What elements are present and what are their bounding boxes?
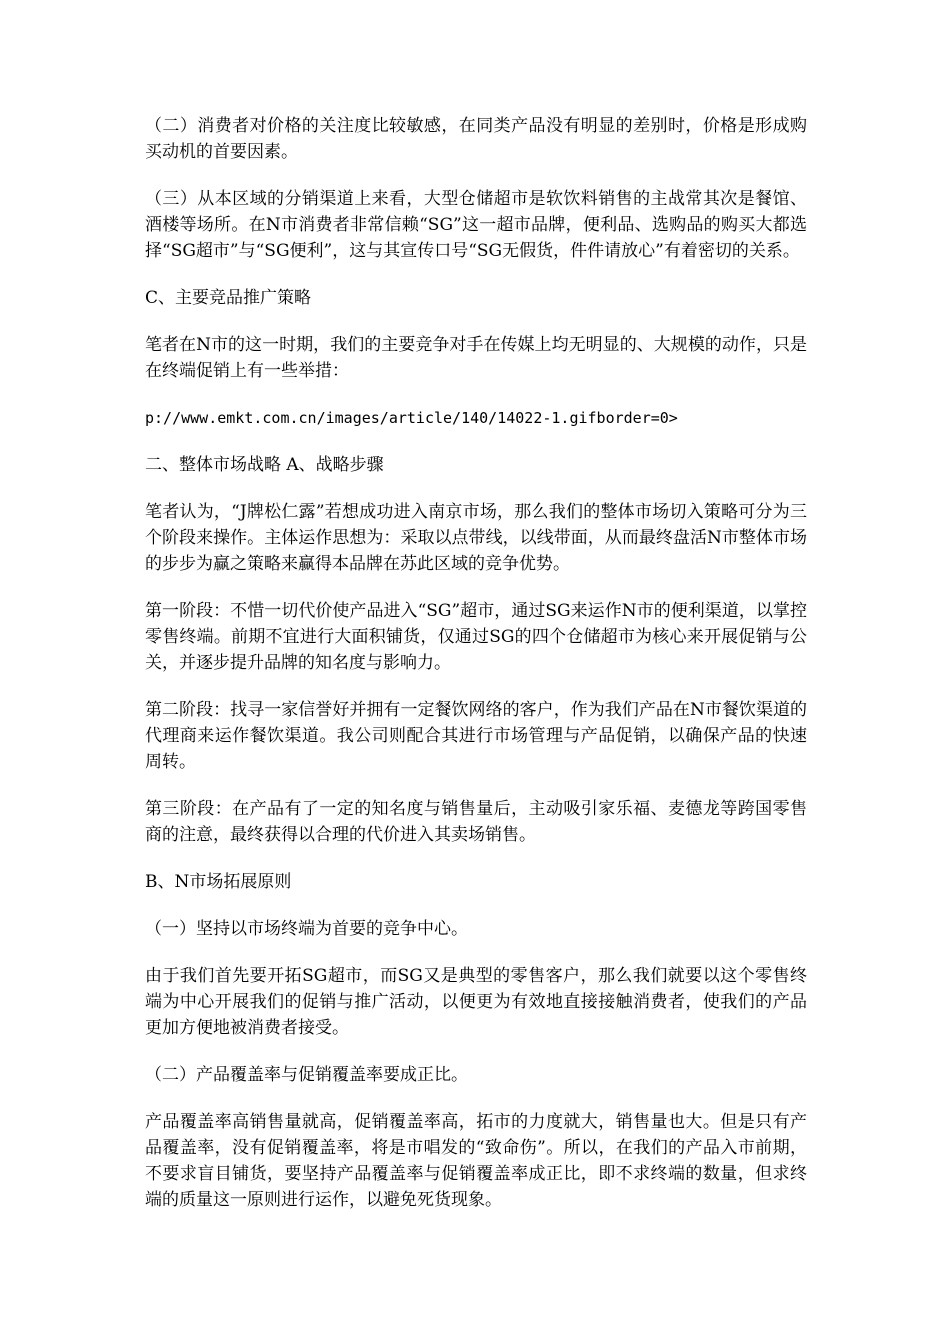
section-heading-overall-strategy: 二、整体市场战略 A、战略步骤 <box>145 455 384 475</box>
paragraph-consumer-price-sensitivity: （二）消费者对价格的关注度比较敏感，在同类产品没有明显的差别时，价格是形成购买动机的首要因素。 <box>145 116 807 162</box>
paragraph-terminal-focus: 由于我们首先要开拓SG超市，而SG又是典型的零售客户，那么我们就要以这个零售终端为中心开展我们的促销与推广活动，以便更为有效地直接接触消费者，使我们的产品更加方便地被消费者接受。 <box>145 966 807 1038</box>
subheading-coverage-ratio: （二）产品覆盖率与促销覆盖率要成正比。 <box>145 1065 468 1085</box>
subheading-terminal-focus: （一）坚持以市场终端为首要的竞争中心。 <box>145 919 468 939</box>
document-body <box>145 113 807 1234</box>
paragraph-coverage-ratio: 产品覆盖率高销售量就高，促销覆盖率高，拓市的力度就大，销售量也大。但是只有产品覆盖率，没有促销覆盖率，将是市唱发的“致命伤”。所以，在我们的产品入市前期，不要求盲目铺货，要坚持产品覆盖率与促销覆盖率成正比，即不求终端的数量，但求终端的质量这一原则进行运作，以避免死货现象。 <box>145 1112 807 1210</box>
paragraph-strategy-overview: 笔者认为，“J牌松仁露”若想成功进入南京市场，那么我们的整体市场切入策略可分为三个阶段来操作。主体运作思想为：采取以点带线，以线带面，从而最终盘活N市整体市场的步步为赢之策略来赢得本品牌在苏此区域的竞争优势。 <box>145 502 807 574</box>
section-heading-competitor-strategy: C、主要竞品推广策略 <box>145 288 312 308</box>
section-heading-expansion-principles: B、N市场拓展原则 <box>145 872 292 892</box>
paragraph-phase-one: 第一阶段：不惜一切代价使产品进入“SG”超市，通过SG来运作N市的便利渠道，以掌控零售终端。前期不宜进行大面积铺货，仅通过SG的四个仓储超市为核心来开展促销与公关，并逐步提升品牌的知名度与影响力。 <box>145 601 807 673</box>
paragraph-phase-two: 第二阶段：找寻一家信誉好并拥有一定餐饮网络的客户，作为我们产品在N市餐饮渠道的代理商来运作餐饮渠道。我公司则配合其进行市场管理与产品促销，以确保产品的快速周转。 <box>145 700 807 772</box>
broken-image-url-text: p://www.emkt.com.cn/images/article/140/14022-1.gifborder=0> <box>145 409 678 427</box>
paragraph-distribution-channels: （三）从本区域的分销渠道上来看，大型仓储超市是软饮料销售的主战常其次是餐馆、酒楼等场所。在N市消费者非常信赖“SG”这一超市品牌，便利品、选购品的购买大都选择“SG超市”与“SG便利”，这与其宣传口号“SG无假货，件件请放心”有着密切的关系。 <box>145 189 807 261</box>
paragraph-competitor-actions: 笔者在N市的这一时期，我们的主要竞争对手在传媒上均无明显的、大规模的动作，只是在终端促销上有一些举措： <box>145 335 807 381</box>
paragraph-phase-three: 第三阶段：在产品有了一定的知名度与销售量后，主动吸引家乐福、麦德龙等跨国零售商的注意，最终获得以合理的代价进入其卖场销售。 <box>145 799 807 845</box>
